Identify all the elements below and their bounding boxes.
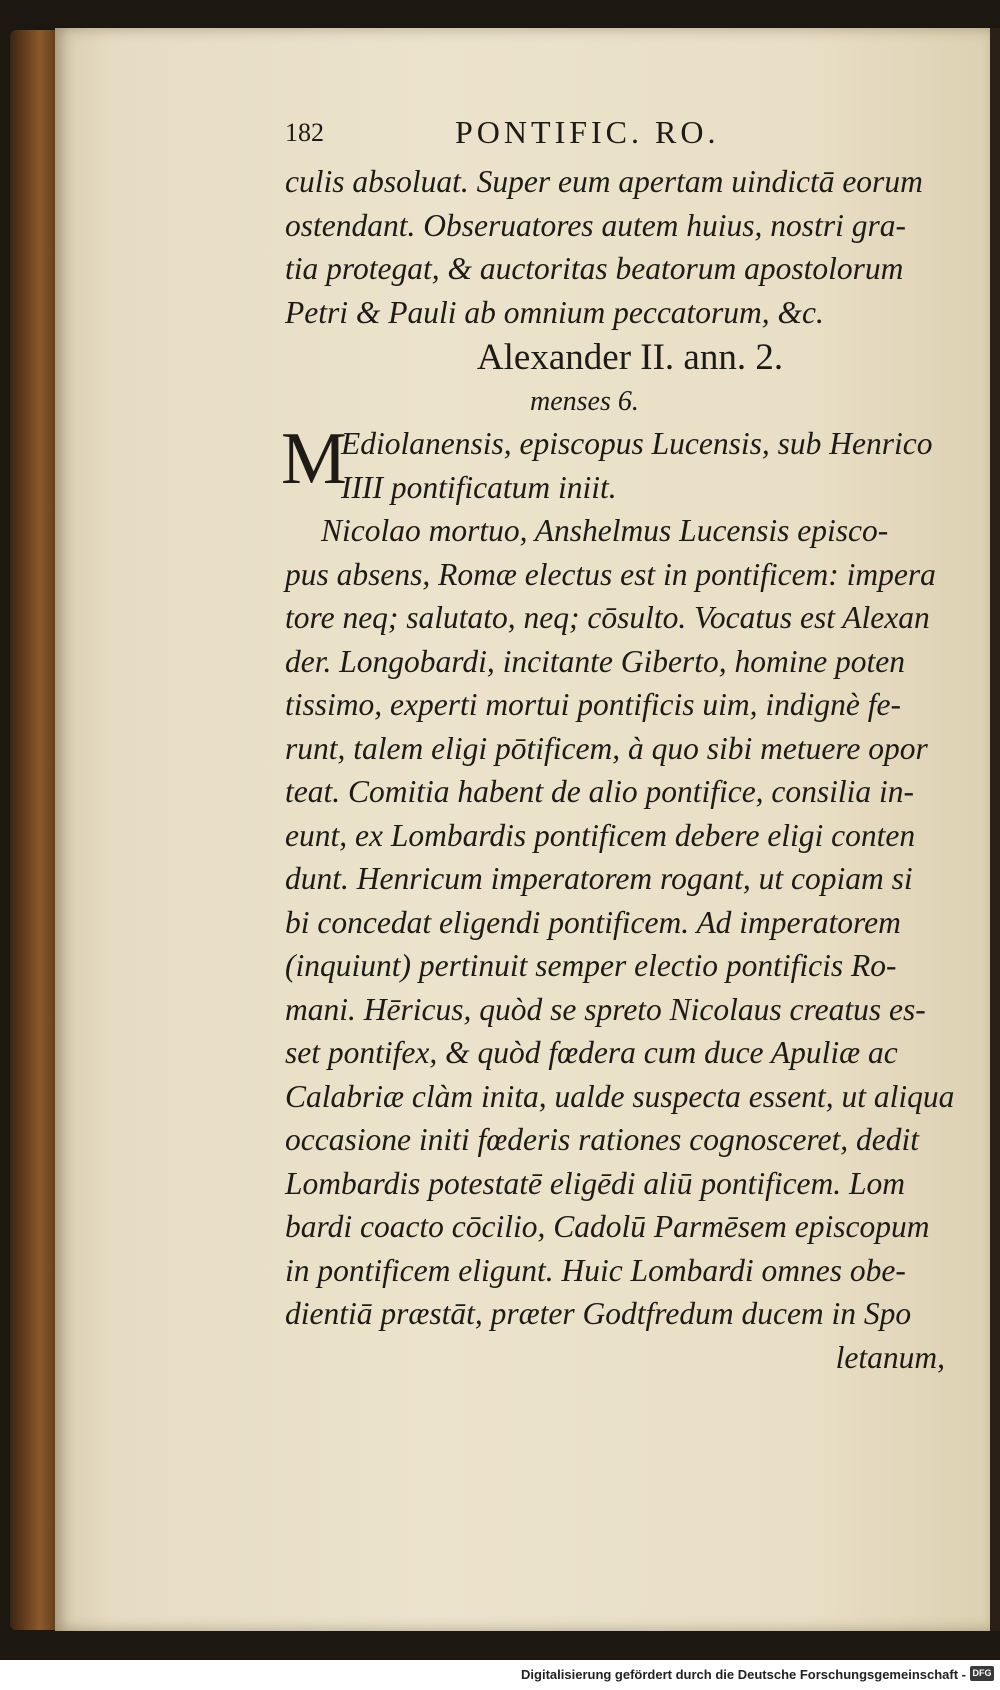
text-line: Lombardis potestatē eligēdi aliū pontificem. Lom xyxy=(285,1165,906,1201)
running-title: PONTIFIC. RO. xyxy=(455,114,720,150)
section-title: Alexander II. ann. 2. xyxy=(476,337,784,378)
text-line: (inquiunt) pertinuit semper electio pontificis Ro- xyxy=(285,948,897,983)
text-line: teat. Comitia habent de alio pontifice, consilia in- xyxy=(285,774,915,809)
text-line: tia protegat, & auctoritas beatorum apostolorum xyxy=(285,251,904,286)
drop-cap-initial: M xyxy=(281,418,347,500)
text-line: IIII pontificatum iniit. xyxy=(341,469,617,505)
text-line: eunt, ex Lombardis pontificem debere eligi conten xyxy=(285,817,916,853)
text-line: dientiā præstāt, præter Godtfredum ducem in Spo xyxy=(285,1296,912,1331)
text-line: bardi coacto cōcilio, Cadolū Parmēsem episcopum xyxy=(285,1209,930,1244)
text-line: Ediolanensis, episcopus Lucensis, sub Henrico xyxy=(341,426,933,461)
funding-credit: Digitalisierung gefördert durch die Deutsche Forschungsgemeinschaft - xyxy=(521,1667,966,1682)
text-line: ostendant. Obseruatores autem huius, nostri gra- xyxy=(285,207,906,243)
text-line: tissimo, experti mortui pontificis uim, indignè fe- xyxy=(285,687,901,722)
initial-paragraph xyxy=(281,418,955,509)
text-line: dunt. Henricum imperatorem rogant, ut copiam si xyxy=(285,861,913,896)
page-header xyxy=(285,110,955,160)
text-line: occasione initi fœderis rationes cognosceret, dedit xyxy=(285,1122,919,1157)
text-line: Calabriæ clàm inita, ualde suspecta essent, ut aliqua xyxy=(285,1078,955,1114)
page-number: 182 xyxy=(285,118,324,147)
page-text xyxy=(281,110,955,1379)
text-line: runt, talem eligi pōtificem, à quo sibi metuere opor xyxy=(285,730,928,766)
text-line: Petri & Pauli ab omnium peccatorum, &c. xyxy=(285,294,824,330)
text-line: tore neq; salutato, neq; cōsulto. Vocatus est Alexan xyxy=(285,600,930,635)
text-line: culis absoluat. Super eum apertam uindictā eorum xyxy=(285,164,923,199)
text-line: bi concedat eligendi pontificem. Ad imperatorem xyxy=(285,904,901,940)
text-line: Nicolao mortuo, Anshelmus Lucensis episco- xyxy=(321,513,889,548)
text-line: in pontificem eligunt. Huic Lombardi omnes obe- xyxy=(285,1252,906,1288)
text-line: set pontifex, & quòd fœdera cum duce Apuliæ ac xyxy=(285,1035,898,1070)
text-line: pus absens, Romæ electus est in pontificem: impera xyxy=(285,556,936,592)
digitization-footer xyxy=(0,1660,1000,1690)
book-fore-edge xyxy=(10,30,60,1630)
text-line: der. Longobardi, incitante Giberto, homine poten xyxy=(285,643,906,679)
text-line: mani. Hēricus, quòd se spreto Nicolaus creatus es- xyxy=(285,991,926,1027)
dfg-logo: DFG xyxy=(970,1666,994,1681)
section-months: menses 6. xyxy=(530,386,639,417)
catchword: letanum, xyxy=(835,1339,945,1375)
